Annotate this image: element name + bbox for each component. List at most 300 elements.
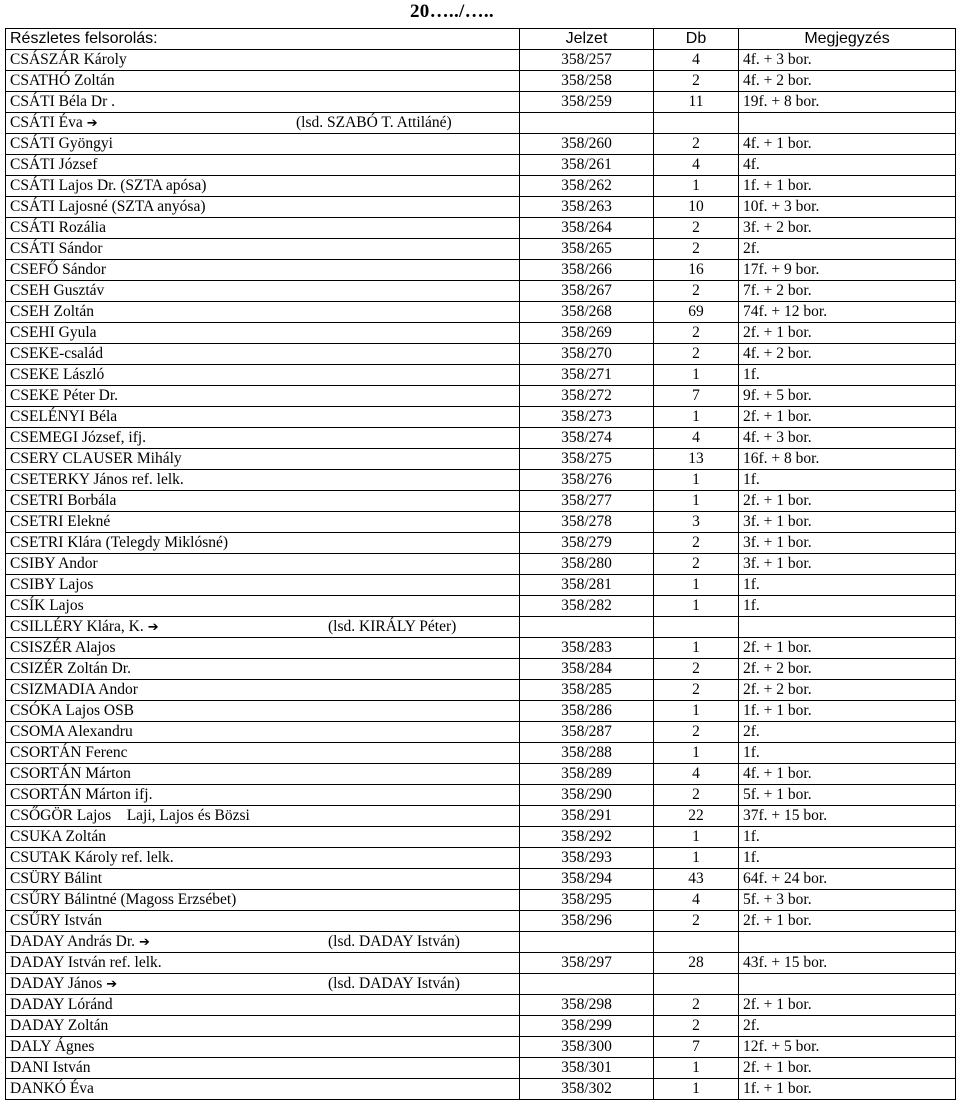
table-row: [6, 995, 956, 1016]
cell-jelzet: 358/278: [520, 512, 654, 533]
see-also-reference: (lsd. DADAY István): [328, 975, 460, 992]
name-text: CSÁTI Gyöngyi: [10, 135, 113, 152]
cell-jelzet: 358/268: [520, 302, 654, 323]
cell-db: 1: [654, 470, 739, 491]
cell-db: 1: [654, 575, 739, 596]
name-text: CSÁTI Lajos Dr. (SZTA apósa): [10, 177, 207, 194]
cell-megjegyzes: 3f. + 1 bor.: [739, 554, 956, 575]
table-row: [6, 869, 956, 890]
cell-megjegyzes: 2f.: [739, 1016, 956, 1037]
cell-name: [6, 659, 520, 680]
cell-name: [6, 92, 520, 113]
cell-name: [6, 1016, 520, 1037]
page-header: [0, 0, 960, 28]
name-text: CSÁSZÁR Károly: [10, 51, 127, 68]
cell-megjegyzes: 7f. + 2 bor.: [739, 281, 956, 302]
cell-name: [6, 785, 520, 806]
header-db: Db: [654, 29, 739, 50]
cell-name: [6, 218, 520, 239]
cell-megjegyzes: 12f. + 5 bor.: [739, 1037, 956, 1058]
cell-db: 28: [654, 953, 739, 974]
cell-name: [6, 533, 520, 554]
cell-name: [6, 554, 520, 575]
cell-jelzet: 358/294: [520, 869, 654, 890]
cell-megjegyzes: [739, 974, 956, 995]
table-row: [6, 596, 956, 617]
name-text: CSEFŐ Sándor: [10, 261, 107, 278]
name-text: CSÁTI József: [10, 156, 98, 173]
cell-jelzet: 358/257: [520, 50, 654, 71]
cell-db: 1: [654, 743, 739, 764]
cell-jelzet: 358/300: [520, 1037, 654, 1058]
cell-name: [6, 239, 520, 260]
cell-megjegyzes: 2f. + 1 bor.: [739, 911, 956, 932]
table-row: [6, 785, 956, 806]
name-text: CSEMEGI József, ifj.: [10, 429, 147, 446]
cell-name: [6, 134, 520, 155]
name-text: CSOMA Alexandru: [10, 723, 133, 740]
table-row: [6, 365, 956, 386]
name-text: CSÍK Lajos: [10, 597, 84, 614]
cell-megjegyzes: 2f.: [739, 722, 956, 743]
cell-db: 4: [654, 50, 739, 71]
cell-db: [654, 974, 739, 995]
cell-jelzet: 358/280: [520, 554, 654, 575]
cell-megjegyzes: 4f.: [739, 155, 956, 176]
cell-db: 1: [654, 1058, 739, 1079]
table-row: [6, 428, 956, 449]
cell-jelzet: 358/269: [520, 323, 654, 344]
table-row: [6, 470, 956, 491]
table-row: [6, 323, 956, 344]
table-row: [6, 50, 956, 71]
arrow-right-icon: ➔: [86, 116, 98, 131]
cell-megjegyzes: 1f.: [739, 848, 956, 869]
cell-jelzet: [520, 617, 654, 638]
name-text: CSÁTI Rozália: [10, 219, 106, 236]
cell-name: [6, 638, 520, 659]
name-text: CSÁTI Éva: [10, 114, 83, 131]
cell-jelzet: 358/299: [520, 1016, 654, 1037]
cell-megjegyzes: 2f.: [739, 239, 956, 260]
cell-jelzet: 358/293: [520, 848, 654, 869]
cell-db: 2: [654, 680, 739, 701]
cell-name: [6, 71, 520, 92]
cell-db: 1: [654, 491, 739, 512]
name-text: CSÁTI Béla Dr .: [10, 93, 116, 110]
table-row: [6, 974, 956, 995]
cell-megjegyzes: 2f. + 1 bor.: [739, 1058, 956, 1079]
records-table: [5, 28, 956, 1100]
cell-name: [6, 848, 520, 869]
cell-megjegyzes: [739, 932, 956, 953]
table-row: [6, 239, 956, 260]
table-row: [6, 953, 956, 974]
cell-db: 7: [654, 386, 739, 407]
name-text: CSEKE László: [10, 366, 105, 383]
cell-jelzet: 358/291: [520, 806, 654, 827]
cell-name: [6, 260, 520, 281]
cell-db: 2: [654, 533, 739, 554]
cell-name: [6, 575, 520, 596]
cell-name: [6, 743, 520, 764]
table-row: [6, 575, 956, 596]
name-text: CSÜRY Bálint: [10, 870, 103, 887]
arrow-right-icon: ➔: [147, 620, 159, 635]
name-text: CSETRI Elekné: [10, 513, 111, 530]
name-text: CSEH Gusztáv: [10, 282, 105, 299]
table-row: [6, 659, 956, 680]
cell-jelzet: 358/263: [520, 197, 654, 218]
cell-megjegyzes: 5f. + 3 bor.: [739, 890, 956, 911]
cell-megjegyzes: 1f.: [739, 596, 956, 617]
name-text: DADAY András Dr.: [10, 933, 136, 950]
cell-megjegyzes: 3f. + 2 bor.: [739, 218, 956, 239]
cell-megjegyzes: 2f. + 1 bor.: [739, 407, 956, 428]
cell-megjegyzes: 2f. + 1 bor.: [739, 995, 956, 1016]
name-text: CSÁTI Sándor: [10, 240, 103, 257]
cell-jelzet: 358/290: [520, 785, 654, 806]
cell-db: 4: [654, 155, 739, 176]
table-row: [6, 386, 956, 407]
name-text: CSETRI Borbála: [10, 492, 117, 509]
cell-db: 16: [654, 260, 739, 281]
table-row: [6, 71, 956, 92]
cell-db: 22: [654, 806, 739, 827]
table-row: [6, 197, 956, 218]
cell-jelzet: 358/267: [520, 281, 654, 302]
table-row: [6, 281, 956, 302]
name-text: CSIBY Andor: [10, 555, 98, 572]
name-text: DADAY Lóránd: [10, 996, 113, 1013]
cell-jelzet: 358/264: [520, 218, 654, 239]
cell-db: [654, 932, 739, 953]
cell-db: [654, 617, 739, 638]
cell-megjegyzes: 1f. + 1 bor.: [739, 701, 956, 722]
cell-megjegyzes: 2f. + 1 bor.: [739, 638, 956, 659]
cell-name: [6, 722, 520, 743]
cell-megjegyzes: 4f. + 3 bor.: [739, 50, 956, 71]
cell-name: [6, 869, 520, 890]
cell-db: 2: [654, 71, 739, 92]
name-text: CSŐGÖR Lajos Laji, Lajos és Bözsi: [10, 807, 250, 824]
cell-db: 2: [654, 281, 739, 302]
arrow-right-icon: ➔: [139, 935, 150, 950]
cell-jelzet: 358/285: [520, 680, 654, 701]
table-row: [6, 134, 956, 155]
cell-name: [6, 617, 520, 638]
cell-db: 4: [654, 890, 739, 911]
cell-name: [6, 512, 520, 533]
cell-megjegyzes: 1f. + 1 bor.: [739, 176, 956, 197]
table-row: [6, 113, 956, 134]
cell-name: [6, 1037, 520, 1058]
cell-db: 1: [654, 176, 739, 197]
cell-jelzet: 358/297: [520, 953, 654, 974]
header-megjegyzes: Megjegyzés: [739, 29, 956, 50]
cell-megjegyzes: 4f. + 3 bor.: [739, 428, 956, 449]
table-row: [6, 617, 956, 638]
cell-db: 1: [654, 596, 739, 617]
cell-megjegyzes: 1f.: [739, 743, 956, 764]
cell-megjegyzes: 43f. + 15 bor.: [739, 953, 956, 974]
cell-db: 4: [654, 764, 739, 785]
table-row: [6, 491, 956, 512]
cell-jelzet: [520, 974, 654, 995]
cell-jelzet: 358/282: [520, 596, 654, 617]
name-text: CSETERKY János ref. lelk.: [10, 471, 184, 488]
cell-megjegyzes: 2f. + 1 bor.: [739, 491, 956, 512]
table-row: [6, 344, 956, 365]
cell-jelzet: 358/298: [520, 995, 654, 1016]
cell-megjegyzes: 64f. + 24 bor.: [739, 869, 956, 890]
cell-jelzet: 358/295: [520, 890, 654, 911]
cell-db: 2: [654, 995, 739, 1016]
cell-db: 3: [654, 512, 739, 533]
cell-name: [6, 491, 520, 512]
cell-jelzet: 358/296: [520, 911, 654, 932]
name-text: CSEKE-család: [10, 345, 103, 362]
see-also-reference: (lsd. KIRÁLY Péter): [328, 618, 457, 635]
cell-db: 11: [654, 92, 739, 113]
table-row: [6, 680, 956, 701]
cell-name: [6, 428, 520, 449]
cell-db: 2: [654, 911, 739, 932]
arrow-right-icon: ➔: [106, 977, 118, 992]
cell-name: [6, 974, 520, 995]
cell-jelzet: 358/276: [520, 470, 654, 491]
cell-megjegyzes: 3f. + 1 bor.: [739, 533, 956, 554]
cell-db: 2: [654, 134, 739, 155]
name-text: DANI István: [10, 1059, 91, 1076]
cell-name: [6, 302, 520, 323]
table-row: [6, 176, 956, 197]
cell-jelzet: 358/288: [520, 743, 654, 764]
table-row: [6, 764, 956, 785]
cell-jelzet: [520, 932, 654, 953]
cell-megjegyzes: 19f. + 8 bor.: [739, 92, 956, 113]
name-text: CSEHI Gyula: [10, 324, 97, 341]
cell-megjegyzes: [739, 113, 956, 134]
cell-megjegyzes: 74f. + 12 bor.: [739, 302, 956, 323]
cell-jelzet: 358/271: [520, 365, 654, 386]
name-text: CSORTÁN Márton: [10, 765, 131, 782]
cell-megjegyzes: 2f. + 1 bor.: [739, 323, 956, 344]
cell-jelzet: 358/287: [520, 722, 654, 743]
name-text: CSÁTI Lajosné (SZTA anyósa): [10, 198, 206, 215]
table-row: [6, 911, 956, 932]
table-row: [6, 407, 956, 428]
cell-jelzet: 358/272: [520, 386, 654, 407]
cell-name: [6, 764, 520, 785]
cell-jelzet: 358/260: [520, 134, 654, 155]
cell-name: [6, 155, 520, 176]
name-text: DALY Ágnes: [10, 1038, 95, 1055]
cell-name: [6, 680, 520, 701]
table-row: [6, 449, 956, 470]
name-text: CSŰRY Bálintné (Magoss Erzsébet): [10, 891, 237, 908]
cell-db: 7: [654, 1037, 739, 1058]
cell-db: 1: [654, 638, 739, 659]
cell-megjegyzes: 4f. + 2 bor.: [739, 71, 956, 92]
name-text: CSIBY Lajos: [10, 576, 94, 593]
cell-name: [6, 827, 520, 848]
name-text: CSIZÉR Zoltán Dr.: [10, 660, 131, 677]
table-row: [6, 92, 956, 113]
cell-jelzet: 358/265: [520, 239, 654, 260]
cell-jelzet: 358/289: [520, 764, 654, 785]
cell-megjegyzes: 1f.: [739, 470, 956, 491]
cell-name: [6, 953, 520, 974]
table-row: [6, 890, 956, 911]
cell-megjegyzes: [739, 617, 956, 638]
cell-megjegyzes: 1f.: [739, 827, 956, 848]
cell-db: 2: [654, 554, 739, 575]
table-row: [6, 743, 956, 764]
cell-db: 10: [654, 197, 739, 218]
cell-db: 1: [654, 1079, 739, 1100]
table-row: [6, 1016, 956, 1037]
cell-megjegyzes: 4f. + 1 bor.: [739, 134, 956, 155]
cell-name: [6, 890, 520, 911]
table-row: [6, 260, 956, 281]
table-row: [6, 932, 956, 953]
cell-jelzet: 358/259: [520, 92, 654, 113]
cell-db: 13: [654, 449, 739, 470]
page-title: 20…../…..: [410, 1, 494, 22]
cell-name: [6, 1079, 520, 1100]
see-also-reference: (lsd. SZABÓ T. Attiláné): [296, 114, 452, 131]
cell-db: 1: [654, 365, 739, 386]
cell-name: [6, 911, 520, 932]
cell-jelzet: 358/273: [520, 407, 654, 428]
name-text: DADAY János: [10, 975, 103, 992]
name-text: CSATHÓ Zoltán: [10, 72, 115, 89]
cell-jelzet: 358/281: [520, 575, 654, 596]
name-text: CSIZMADIA Andor: [10, 681, 138, 698]
name-text: DADAY István ref. lelk.: [10, 954, 162, 971]
cell-jelzet: 358/284: [520, 659, 654, 680]
table-row: [6, 512, 956, 533]
name-text: CSELÉNYI Béla: [10, 408, 118, 425]
cell-megjegyzes: 9f. + 5 bor.: [739, 386, 956, 407]
cell-megjegyzes: 4f. + 2 bor.: [739, 344, 956, 365]
table-header-row: [6, 29, 956, 50]
cell-name: [6, 365, 520, 386]
cell-jelzet: 358/279: [520, 533, 654, 554]
cell-name: [6, 995, 520, 1016]
cell-megjegyzes: 5f. + 1 bor.: [739, 785, 956, 806]
cell-megjegyzes: 16f. + 8 bor.: [739, 449, 956, 470]
cell-jelzet: 358/277: [520, 491, 654, 512]
cell-megjegyzes: 1f.: [739, 575, 956, 596]
table-row: [6, 218, 956, 239]
header-name: Részletes felsorolás:: [6, 29, 520, 50]
cell-db: 1: [654, 701, 739, 722]
table-row: [6, 638, 956, 659]
header-jelzet: Jelzet: [520, 29, 654, 50]
cell-db: 1: [654, 407, 739, 428]
cell-megjegyzes: 17f. + 9 bor.: [739, 260, 956, 281]
table-row: [6, 1037, 956, 1058]
cell-name: [6, 596, 520, 617]
cell-name: [6, 344, 520, 365]
cell-db: [654, 113, 739, 134]
table-row: [6, 806, 956, 827]
cell-megjegyzes: 1f. + 1 bor.: [739, 1079, 956, 1100]
name-text: CSERY CLAUSER Mihály: [10, 450, 182, 467]
cell-name: [6, 932, 520, 953]
table-row: [6, 1079, 956, 1100]
cell-name: [6, 470, 520, 491]
cell-jelzet: 358/283: [520, 638, 654, 659]
cell-name: [6, 701, 520, 722]
name-text: CSÓKA Lajos OSB: [10, 702, 135, 719]
cell-jelzet: 358/274: [520, 428, 654, 449]
cell-db: 2: [654, 659, 739, 680]
cell-megjegyzes: 10f. + 3 bor.: [739, 197, 956, 218]
cell-db: 2: [654, 218, 739, 239]
name-text: CSILLÉRY Klára, K.: [10, 618, 144, 635]
name-text: DANKÓ Éva: [10, 1080, 94, 1097]
name-text: CSETRI Klára (Telegdy Miklósné): [10, 534, 229, 551]
cell-megjegyzes: 2f. + 2 bor.: [739, 680, 956, 701]
cell-jelzet: 358/266: [520, 260, 654, 281]
cell-db: 2: [654, 1016, 739, 1037]
cell-name: [6, 281, 520, 302]
table-row: [6, 701, 956, 722]
cell-jelzet: 358/302: [520, 1079, 654, 1100]
cell-megjegyzes: 3f. + 1 bor.: [739, 512, 956, 533]
cell-db: 4: [654, 428, 739, 449]
see-also-reference: (lsd. DADAY István): [328, 933, 460, 950]
cell-jelzet: 358/258: [520, 71, 654, 92]
cell-db: 2: [654, 785, 739, 806]
cell-db: 1: [654, 827, 739, 848]
cell-megjegyzes: 4f. + 1 bor.: [739, 764, 956, 785]
cell-megjegyzes: 2f. + 2 bor.: [739, 659, 956, 680]
table-row: [6, 848, 956, 869]
cell-db: 2: [654, 344, 739, 365]
name-text: CSEKE Péter Dr.: [10, 387, 119, 404]
cell-db: 2: [654, 722, 739, 743]
cell-jelzet: 358/275: [520, 449, 654, 470]
name-text: CSORTÁN Márton ifj.: [10, 786, 153, 803]
table-row: [6, 827, 956, 848]
cell-db: 43: [654, 869, 739, 890]
cell-db: 69: [654, 302, 739, 323]
name-text: CSORTÁN Ferenc: [10, 744, 128, 761]
cell-jelzet: [520, 113, 654, 134]
cell-megjegyzes: 37f. + 15 bor.: [739, 806, 956, 827]
name-text: CSISZÉR Alajos: [10, 639, 116, 656]
cell-jelzet: 358/262: [520, 176, 654, 197]
name-text: CSUTAK Károly ref. lelk.: [10, 849, 174, 866]
cell-db: 2: [654, 239, 739, 260]
cell-name: [6, 113, 520, 134]
cell-name: [6, 323, 520, 344]
cell-jelzet: 358/270: [520, 344, 654, 365]
cell-jelzet: 358/301: [520, 1058, 654, 1079]
cell-name: [6, 806, 520, 827]
cell-name: [6, 449, 520, 470]
cell-db: 2: [654, 323, 739, 344]
cell-jelzet: 358/292: [520, 827, 654, 848]
name-text: CSŰRY István: [10, 912, 103, 929]
cell-jelzet: 358/261: [520, 155, 654, 176]
name-text: CSUKA Zoltán: [10, 828, 107, 845]
name-text: CSEH Zoltán: [10, 303, 94, 320]
